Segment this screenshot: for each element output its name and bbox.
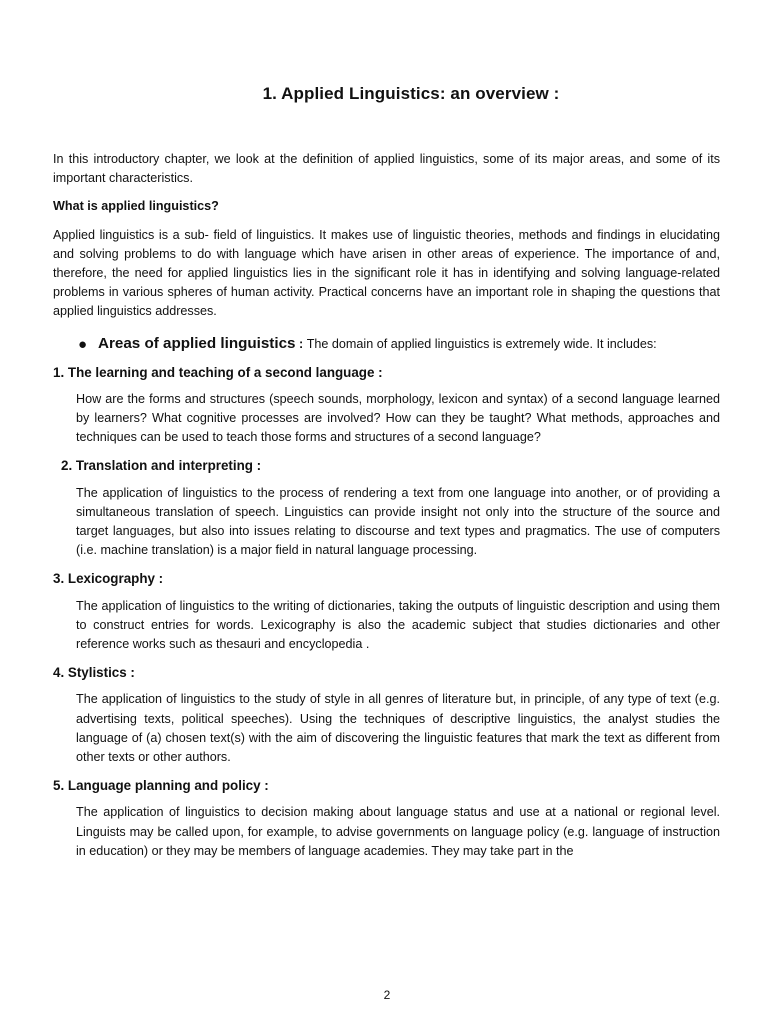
bullet-separator: :: [295, 336, 307, 351]
page-number: 2: [383, 988, 391, 1002]
section-heading-learning-teaching: 1. The learning and teaching of a second language :: [53, 364, 383, 380]
definition-paragraph: Applied linguistics is a sub- field of linguistics. It makes use of linguistic theories, methods and findings in elucidating and solving problems to do with language which have arisen in other areas of experience. The importance of and, therefore, the need for applied linguistics lies in the significant role it has in identifying and solving language-related problems in various spheres of human activity. Practical concerns have an important role in shaping the questions that applied linguistics addresses.: [53, 227, 720, 319]
section-heading-translation: 2. Translation and interpreting :: [61, 458, 262, 474]
section-heading-lexicography: 3. Lexicography :: [53, 571, 164, 587]
section-body-lexicography: The application of linguistics to the writing of dictionaries, taking the outputs of linguistic description and using them to construct entries for words. Lexicography is also the academic subject that studies dictionaries and other reference works such as thesauri and encyclopedia .: [76, 598, 720, 652]
chapter-title: 1. Applied Linguistics: an overview :: [262, 84, 560, 103]
section-body-learning-teaching: How are the forms and structures (speech sounds, morphology, lexicon and syntax) of a second language learned by learners? What cognitive processes are involved? How can they be taught? What methods, approaches and techniques can be used to teach those forms and structures of a second language?: [76, 391, 720, 445]
section-body-translation: The application of linguistics to the process of rendering a text from one language into another, or of providing a simultaneous translation of speech. Linguistics can provide insight not only into the structure of the source and target languages, but also into issues relating to discourse and text types and pragmatics. The use of computers (i.e. machine translation) is a major field in natural language processing.: [76, 485, 720, 558]
section-body-stylistics: The application of linguistics to the study of style in all genres of literature but, in principle, of any type of text (e.g. advertising texts, political speeches). Using the techniques of descriptive linguistics, the analyst studies the language of (a) chosen text(s) with the aim of discovering the linguistic features that mark the text as different from other texts or other authors.: [76, 692, 720, 765]
bullet-text: The domain of applied linguistics is extremely wide. It includes:: [306, 336, 657, 351]
intro-paragraph: In this introductory chapter, we look at the definition of applied linguistics, some of its major areas, and some of its important characteristics.: [53, 152, 720, 186]
bullet-label: Areas of applied linguistics: [98, 334, 296, 352]
section-body-language-planning: The application of linguistics to decision making about language status and use at a national or regional level. Linguists may be called upon, for example, to advise governments on language policy (e.g. language of instruction in education) or they may be members of language academies. They may take part in the: [76, 805, 720, 858]
section-heading-stylistics: 4. Stylistics :: [53, 665, 135, 681]
bullet-icon: ●: [78, 335, 88, 353]
areas-bullet: [53, 333, 720, 355]
question-heading: What is applied linguistics?: [53, 199, 219, 214]
section-heading-language-planning: 5. Language planning and policy :: [53, 778, 269, 794]
page-content: [53, 150, 720, 870]
